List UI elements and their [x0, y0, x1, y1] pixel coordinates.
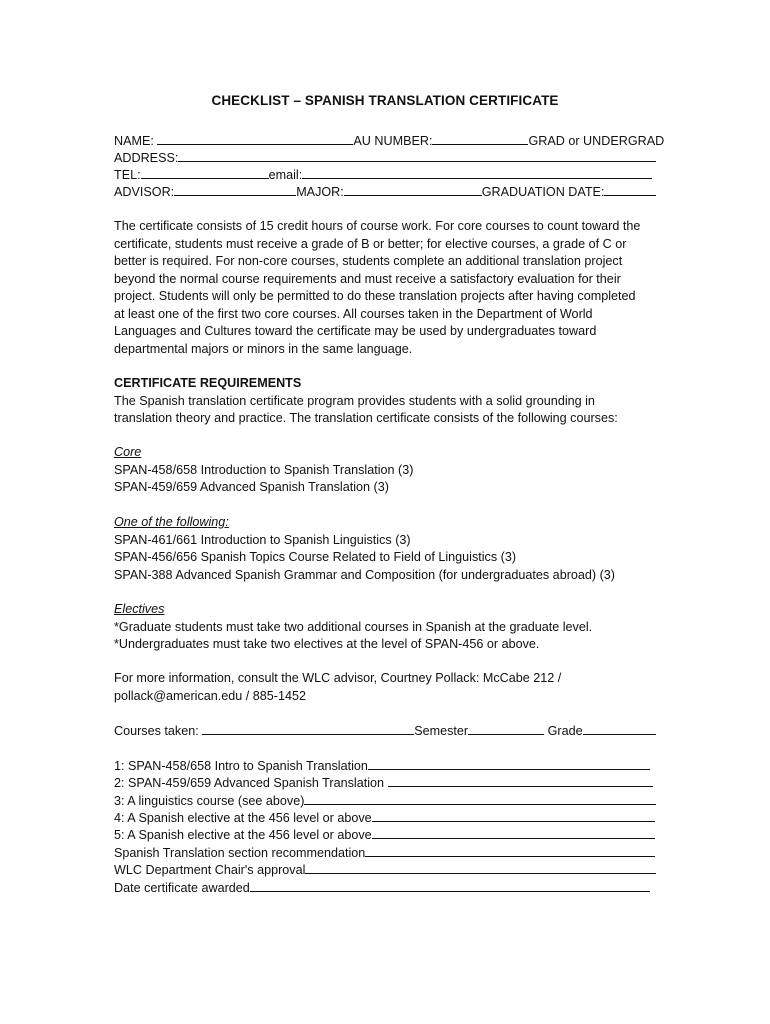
major-label: MAJOR: — [296, 185, 344, 199]
courses-taken-field[interactable] — [202, 722, 414, 735]
semester-field[interactable] — [468, 722, 544, 735]
grade-field[interactable] — [583, 722, 656, 735]
checklist-label: 3: A linguistics course (see above) — [114, 794, 305, 808]
address-row — [114, 149, 656, 167]
checklist-item — [114, 809, 655, 827]
checklist-label: 4: A Spanish elective at the 456 level or above — [114, 811, 372, 825]
checklist-field[interactable] — [388, 774, 653, 787]
graduation-date-field[interactable] — [604, 183, 656, 196]
one-of-course: SPAN-388 Advanced Spanish Grammar and Composition (for undergraduates abroad) (3) — [114, 567, 615, 582]
checklist-field[interactable] — [250, 879, 650, 892]
checklist-label: WLC Department Chair's approval — [114, 863, 306, 877]
intro-line: better is required. For non-core courses, students complete an additional translation project — [114, 254, 623, 268]
one-of-course: SPAN-456/656 Spanish Topics Course Related to Field of Linguistics (3) — [114, 550, 517, 564]
advisor-row — [114, 183, 656, 201]
grad-undergrad-label: GRAD or UNDERGRAD — [528, 134, 665, 148]
address-label: ADDRESS: — [114, 151, 179, 165]
one-of-section — [114, 514, 654, 584]
checklist-item — [114, 879, 650, 897]
checklist-item — [114, 861, 656, 879]
tel-label: TEL: — [114, 168, 141, 182]
advisor-field[interactable] — [174, 183, 296, 196]
core-course: SPAN-459/659 Advanced Spanish Translation (3) — [114, 480, 389, 494]
checklist-item — [114, 792, 656, 810]
advisor-label: ADVISOR: — [114, 185, 175, 199]
one-of-heading: One of the following: — [114, 515, 229, 529]
info-line: For more information, consult the WLC advisor, Courtney Pollack: McCabe 212 / — [114, 671, 562, 685]
au-number-field[interactable] — [432, 132, 528, 145]
core-section — [114, 444, 654, 497]
checklist-label: 2: SPAN-459/659 Advanced Spanish Translation — [114, 776, 385, 790]
email-label: email: — [268, 168, 303, 182]
intro-line: departmental majors or minors in the same language. — [114, 341, 413, 356]
intro-line: at least one of the first two core courses. All courses taken in the Department of World — [114, 306, 593, 321]
requirements-line: translation theory and practice. The translation certificate consists of the following courses: — [114, 411, 618, 425]
name-field[interactable] — [157, 132, 353, 145]
checklist-field[interactable] — [365, 844, 655, 857]
checklist-field[interactable] — [305, 861, 656, 874]
grade-label: Grade — [547, 724, 583, 738]
name-label: NAME: — [114, 134, 154, 148]
graduation-date-label: GRADUATION DATE: — [481, 185, 605, 199]
checklist-label: Spanish Translation section recommendation — [114, 846, 366, 860]
electives-section — [114, 601, 654, 654]
checklist-field[interactable] — [304, 792, 656, 805]
au-number-label: AU NUMBER: — [353, 134, 433, 148]
courses-taken-row — [114, 722, 656, 740]
one-of-course: SPAN-461/661 Introduction to Spanish Linguistics (3) — [114, 532, 411, 547]
tel-email-row — [114, 166, 652, 184]
electives-heading: Electives — [114, 602, 165, 616]
email-field[interactable] — [302, 166, 652, 179]
intro-line: Languages and Cultures toward the certificate may be used by undergraduates toward — [114, 324, 597, 338]
name-row — [114, 132, 664, 150]
intro-line: The certificate consists of 15 credit hours of course work. For core courses to count toward the — [114, 219, 641, 233]
checklist-item — [114, 826, 655, 844]
info-line: pollack@american.edu / 885-1452 — [114, 688, 307, 703]
intro-line: beyond the normal course requirements and must receive a satisfactory evaluation for their — [114, 271, 621, 286]
core-heading: Core — [114, 445, 142, 459]
checklist-item — [114, 774, 653, 792]
intro-line: project. Students will only be permitted to do these translation projects after having completed — [114, 289, 636, 303]
info-section — [114, 670, 654, 705]
elective-note: *Undergraduates must take two electives at the level of SPAN-456 or above. — [114, 637, 540, 651]
intro-line: certificate, students must receive a grade of B or better; for elective courses, a grade of C or — [114, 236, 627, 251]
checklist-field[interactable] — [372, 826, 655, 839]
elective-note: *Graduate students must take two additional courses in Spanish at the graduate level. — [114, 619, 593, 634]
courses-taken-label: Courses taken: — [114, 724, 199, 738]
checklist-item — [114, 844, 655, 862]
semester-label: Semester — [414, 724, 469, 738]
checklist-label: 5: A Spanish elective at the 456 level or above — [114, 828, 372, 842]
checklist-field[interactable] — [372, 809, 655, 822]
checklist-label: 1: SPAN-458/658 Intro to Spanish Translation — [114, 759, 368, 773]
major-field[interactable] — [344, 183, 482, 196]
requirements-section — [114, 375, 654, 428]
requirements-line: The Spanish translation certificate program provides students with a solid grounding in — [114, 393, 595, 408]
checklist-field[interactable] — [368, 757, 650, 770]
requirements-heading: CERTIFICATE REQUIREMENTS — [114, 376, 302, 390]
tel-field[interactable] — [141, 166, 269, 179]
page-title: CHECKLIST – SPANISH TRANSLATION CERTIFICATE — [211, 93, 559, 108]
checklist-item — [114, 757, 650, 775]
address-field[interactable] — [178, 149, 656, 162]
intro-paragraph — [114, 218, 654, 358]
core-course: SPAN-458/658 Introduction to Spanish Translation (3) — [114, 462, 414, 477]
checklist-label: Date certificate awarded — [114, 881, 250, 895]
